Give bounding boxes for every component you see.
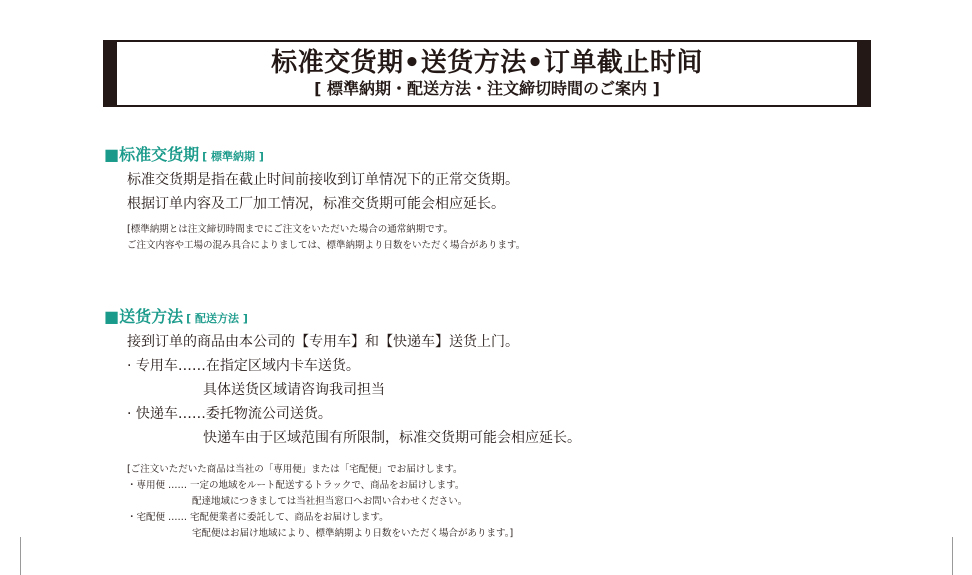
section-heading-delivery-method [104, 304, 248, 327]
section-subtitle: [ 標準納期 ] [202, 150, 264, 163]
body-line: · 专用车……在指定区域内卡车送货。 [127, 358, 360, 374]
delivery-method-note [127, 462, 513, 542]
body-line: 快递车由于区域范围有所限制，标准交货期可能会相应延长。 [203, 430, 581, 446]
body-line: · 快递车……委托物流公司送货。 [127, 406, 332, 422]
note-line: [標準納期とは注文締切時間までにご注文をいただいた場合の通常納期です。 [127, 224, 453, 235]
note-line: [ご注文いただいた商品は当社の「専用便」または「宅配便」でお届けします。 [127, 464, 463, 475]
section-heading-delivery-time [104, 142, 264, 165]
square-bullet-icon: ■ [104, 307, 120, 326]
section-title: 送货方法 [119, 307, 184, 326]
square-bullet-icon: ■ [104, 145, 120, 164]
note-line: ご注文内容や工場の混み具合によりましては、標準納期より日数をいただく場合があります。 [127, 240, 526, 251]
delivery-method-body [127, 330, 581, 450]
note-line: 宅配便はお届け地域により、標準納期より日数をいただく場合があります。] [192, 528, 514, 539]
section-title: 标准交货期 [119, 145, 200, 164]
delivery-time-body [127, 168, 519, 216]
note-line: ・宅配便 …… 宅配便業者に委託して、商品をお届けします。 [127, 512, 389, 523]
body-line: 根据订单内容及工厂加工情况，标准交货期可能会相应延长。 [127, 196, 505, 212]
note-line: 配達地域につきましては当社担当窓口へお問い合わせください。 [192, 496, 468, 507]
body-line: 标准交货期是指在截止时间前接收到订单情况下的正常交货期。 [127, 172, 519, 188]
body-line: 接到订单的商品由本公司的【专用车】和【快递车】送货上门。 [127, 334, 519, 350]
body-line: 具体送货区域请咨询我司担当 [203, 382, 385, 398]
page-subtitle: [ 標準納期・配送方法・注文締切時間のご案内 ] [314, 79, 660, 98]
right-edge-line [952, 537, 953, 575]
note-line: ・専用便 …… 一定の地域をルート配送するトラックで、商品をお届けします。 [127, 480, 465, 491]
left-edge-line [20, 537, 21, 575]
delivery-time-note [127, 222, 525, 254]
section-subtitle: [ 配送方法 ] [186, 312, 248, 325]
page-title: 标准交货期•送货方法•订单截止时间 [271, 48, 703, 78]
title-banner [103, 40, 871, 107]
